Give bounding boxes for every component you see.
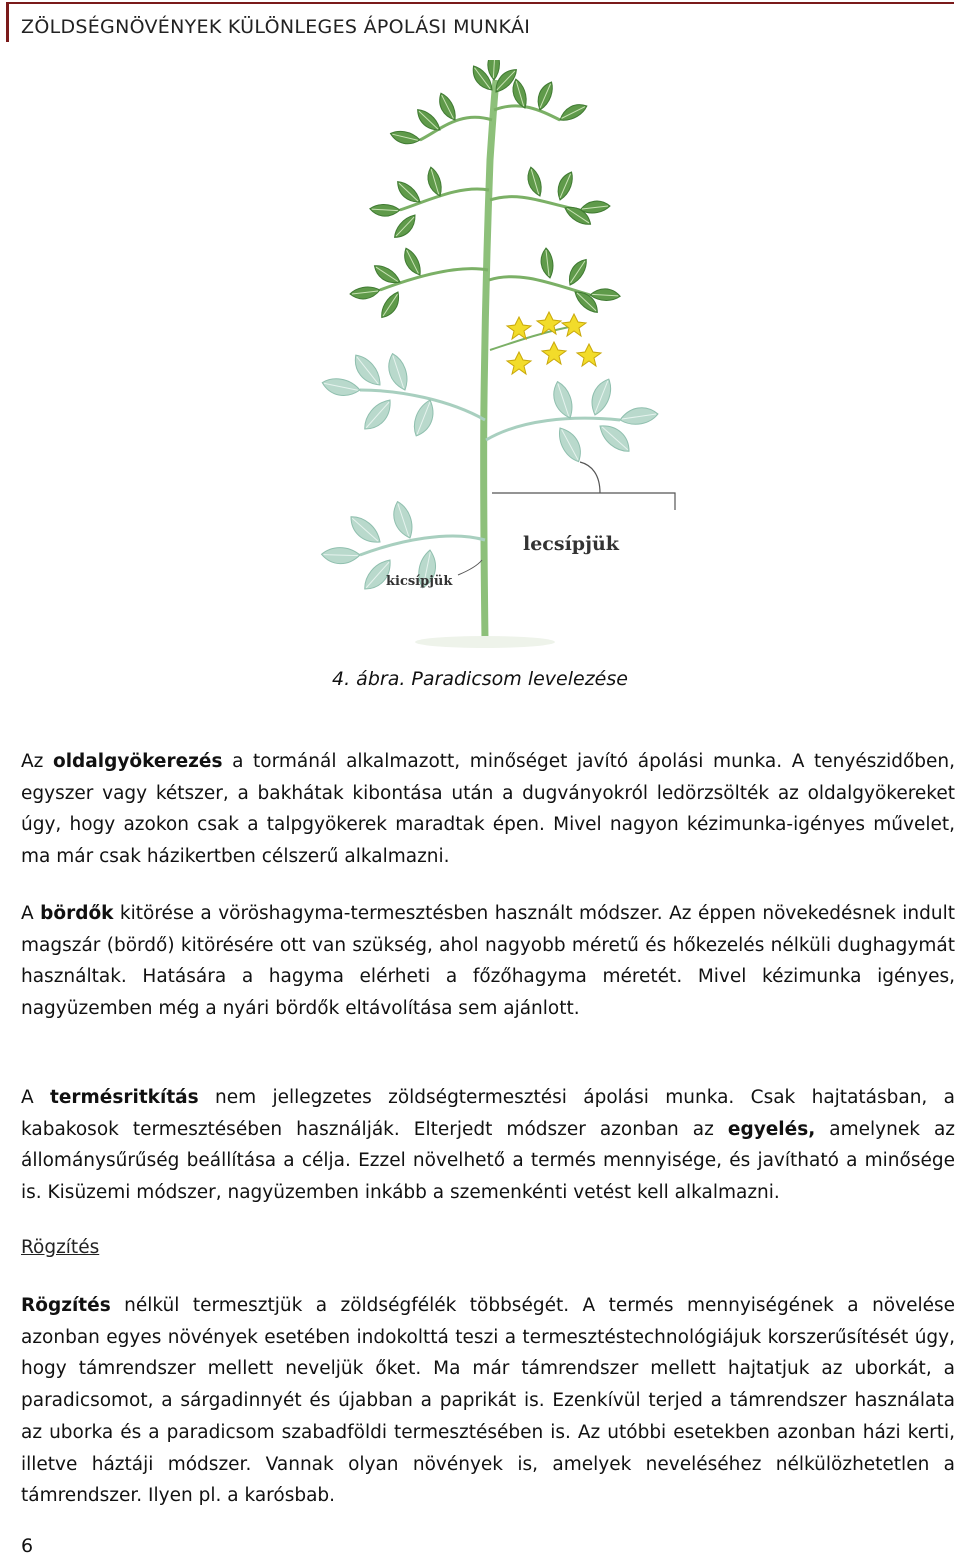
label-lecsipjuk: lecsípjük <box>523 533 619 555</box>
pinch-bracket <box>492 493 675 510</box>
p4-term: Rögzítés <box>21 1295 111 1316</box>
pinch-pointer <box>580 462 600 493</box>
p2-post: kitörése a vöröshagyma-termesztésben használt módszer. Az éppen növekedésnek indult magszár (bördő) kitörésére ott van szükség, ahol nagyobb méretű és hőkezelés nélküli dughagymát használtak. Hatására a hagyma elérheti a főzőhagyma méretét. Mivel kézimunka igényes, nagyüzemben még a nyári bördők eltávolítása sem ajánlott. <box>21 903 955 1020</box>
page-number: 6 <box>21 1535 34 1557</box>
paragraph-rogzites <box>21 1290 955 1512</box>
kicsipjuk-pointer <box>458 560 482 575</box>
p1-term: oldalgyökerezés <box>52 751 223 772</box>
header-title: ZÖLDSÉGNÖVÉNYEK KÜLÖNLEGES ÁPOLÁSI MUNKÁI <box>21 16 531 38</box>
tomato-plant-figure <box>280 60 700 660</box>
lower-foliage <box>320 350 658 594</box>
p2-term: bördők <box>40 903 114 924</box>
stem-base <box>415 636 555 648</box>
p2-pre: A <box>21 903 41 924</box>
flower-cluster <box>490 312 601 374</box>
p4-post: nélkül termesztjük a zöldségfélék többségét. A termés mennyiségének a növelése azonban egyes növények esetében indokolttá teszi a termesztéstechnológiájuk korszerűsítését úgy, hogy támrendszer mellett neveljük őket. Ma már támrendszer mellett hajtatjuk az uborkát, a paradicsomot, a sárgadinnyét és újabban a paprikát is. Ezenkívül terjed a támrendszer használata az uborka és a paradicsom szabadföldi termesztésében is. Az utóbbi esetekben azonban házi kerti, illetve háztáji módszer. Vannak olyan növények is, amelyek neveléséhez nélkülözhetetlen a támrendszer. Ilyen pl. a karósbab. <box>21 1295 955 1507</box>
p3-pre: A <box>21 1087 51 1108</box>
paragraph-oldalgyokerezes <box>21 746 955 873</box>
p3-term: termésritkítás <box>50 1087 199 1108</box>
paragraph-bordok <box>21 898 955 1025</box>
main-stem <box>484 80 496 640</box>
paragraph-termesritkitas <box>21 1082 955 1209</box>
p3-mid: nem jellegzetes zöldségtermesztési ápolási munka. Csak hajtatásban, a kabakosok termesztésében használják. Elterjedt módszer azonban az <box>21 1087 955 1140</box>
p1-post: a tormánál alkalmazott, minőséget javító ápolási munka. A tenyészidőben, egyszer vagy kétszer, a bakhátak kibontása után a dugványokról ledörzsölték az oldalgyökereket úgy, hogy azokon csak a talpgyökerek maradtak épen. Mivel nagyon kézimunka-igényes művelet, ma már csak házikertben célszerű alkalmazni. <box>21 751 955 868</box>
section-heading-rogzites: Rögzítés <box>21 1237 100 1258</box>
p1-pre: Az <box>21 751 53 772</box>
p3-post: amelynek az állománysűrűség beállítása a célja. Ezzel növelhető a termés mennyisége, és javítható a minősége is. Kisüzemi módszer, nagyüzemben inkább a szemenkénti vetést kell alkalmazni. <box>21 1118 955 1204</box>
label-kicsipjuk: kicsípjük <box>386 574 453 589</box>
page-header <box>6 2 954 42</box>
figure-caption: 4. ábra. Paradicsom levelezése <box>332 668 628 690</box>
p3-term2: egyelés, <box>727 1118 816 1140</box>
